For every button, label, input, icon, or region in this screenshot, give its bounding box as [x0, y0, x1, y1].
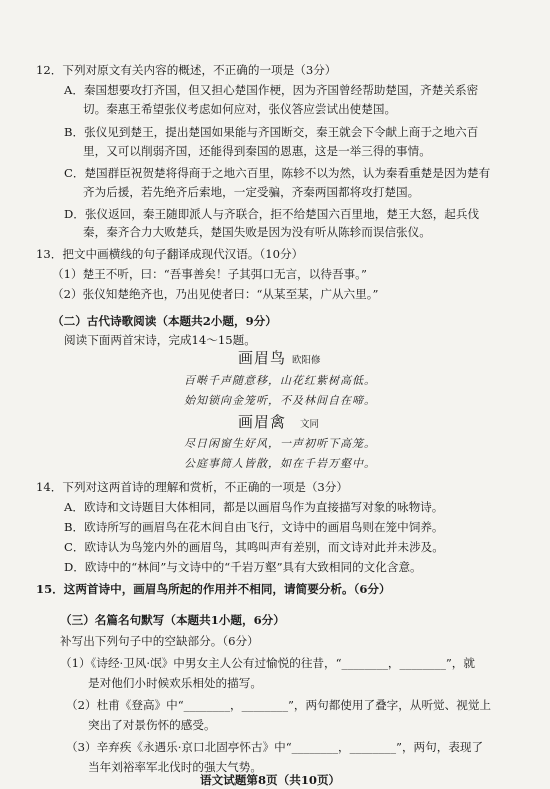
q12-option-d-line2: 秦，秦齐合力大败楚兵，楚国失败是因为没有听从陈轸而误信张仪。 [83, 225, 431, 239]
poem1-author: 欧阳修 [292, 355, 321, 366]
q14-option-c: C．欧诗认为鸟笼内外的画眉鸟，其鸣叫声有差别，而文诗对此并未涉及。 [64, 540, 444, 554]
dictation-item-1-line1: （1）《诗经·卫风·氓》中男女主人公有过愉悦的往昔，“________，________”，就 [60, 656, 475, 670]
poem2-title: 画眉禽 [238, 413, 287, 431]
section3-intro: 补写出下列句子中的空缺部分。（6分） [60, 634, 259, 648]
q15-stem: 15．这两首诗中，画眉鸟所起的作用并不相同，请简要分析。（6分） [36, 582, 391, 596]
poem2-line-2: 公庭事简人皆散，如在千岩万壑中。 [184, 457, 376, 470]
q13-stem: 13．把文中画横线的句子翻译成现代汉语。（10分） [36, 247, 304, 261]
poem1-line-1: 百啭千声随意移，山花红紫树高低。 [184, 374, 376, 387]
dictation-item-2-line2: 突出了对景伤怀的感受。 [88, 718, 216, 732]
q14-stem: 14．下列对这两首诗的理解和赏析，不正确的一项是（3分） [36, 480, 348, 494]
section2-intro: 阅读下面两首宋诗，完成14～15题。 [64, 333, 256, 347]
poem2-title-block [238, 414, 319, 433]
q12-option-a-line1: A．秦国想要攻打齐国，但又担心楚国作梗，因为齐国曾经帮助楚国，齐楚关系密 [64, 83, 479, 97]
q13-sentence-1: （1）楚王不听，曰：“吾事善矣！子其弭口无言，以待吾事。” [52, 267, 367, 281]
poem2-line-1: 尽日闲窗生好风，一声初听下高笼。 [184, 437, 376, 450]
q12-option-a-line2: 切。秦惠王希望张仪考虑如何应对，张仪答应尝试出使楚国。 [83, 102, 397, 116]
dictation-item-2-line1: （2）杜甫《登高》中“________，________”，两句都使用了叠字，从听觉、视觉上 [66, 698, 492, 712]
section3-heading: （三）名篇名句默写（本题共1小题，6分） [60, 613, 285, 627]
q14-option-a: A．欧诗和文诗题目大体相同，都是以画眉鸟作为直接描写对象的咏物诗。 [64, 500, 444, 514]
section2-heading: （二）古代诗歌阅读（本题共2小题，9分） [52, 314, 277, 328]
poem2-author: 文同 [300, 419, 320, 430]
q12-option-d-line1: D．张仪返回，秦王随即派人与齐联合，拒不给楚国六百里地，楚王大怒，起兵伐 [64, 207, 480, 221]
q14-option-b: B．欧诗所写的画眉鸟在花木间自由飞行，文诗中的画眉鸟则在笼中饲养。 [64, 520, 444, 534]
q12-stem: 12．下列对原文有关内容的概述，不正确的一项是（3分） [36, 63, 337, 77]
dictation-item-3-line1: （3）辛弃疾《永遇乐·京口北固亭怀古》中“________，________”，两句，表现了 [66, 740, 484, 754]
q12-option-b-line2: 里，又可以削弱齐国，还能得到秦国的恩惠，这是一举三得的事情。 [83, 144, 431, 158]
poem1-line-2: 始知锁向金笼听，不及林间自在啼。 [184, 394, 376, 407]
poem1-title-block [238, 350, 321, 369]
poem1-title: 画眉鸟 [238, 349, 287, 367]
q12-option-b-line1: B．张仪见到楚王，提出楚国如果能与齐国断交，秦王就会下令献上商于之地六百 [64, 125, 479, 139]
q13-sentence-2: （2）张仪知楚绝齐也，乃出见使者曰：“从某至某，广从六里。” [52, 287, 379, 301]
page-footer: 语文试题第8页（共10页） [200, 773, 341, 787]
q14-option-d: D．欧诗中的“林间”与文诗中的“千岩万壑”具有大致相同的文化含意。 [64, 560, 422, 574]
q12-option-c-line2: 齐为后援，若先绝齐后索地，一定受骗，齐秦两国都将攻打楚国。 [83, 185, 420, 199]
dictation-item-1-line2: 是对他们小时候欢乐相处的描写。 [88, 676, 262, 690]
dictation-item-3-line2: 当年刘裕率军北伐时的强大气势。 [88, 760, 262, 774]
q12-option-c-line1: C．楚国群臣祝贺楚将得商于之地六百里，陈轸不以为然，认为秦看重楚是因为楚有 [64, 166, 491, 180]
